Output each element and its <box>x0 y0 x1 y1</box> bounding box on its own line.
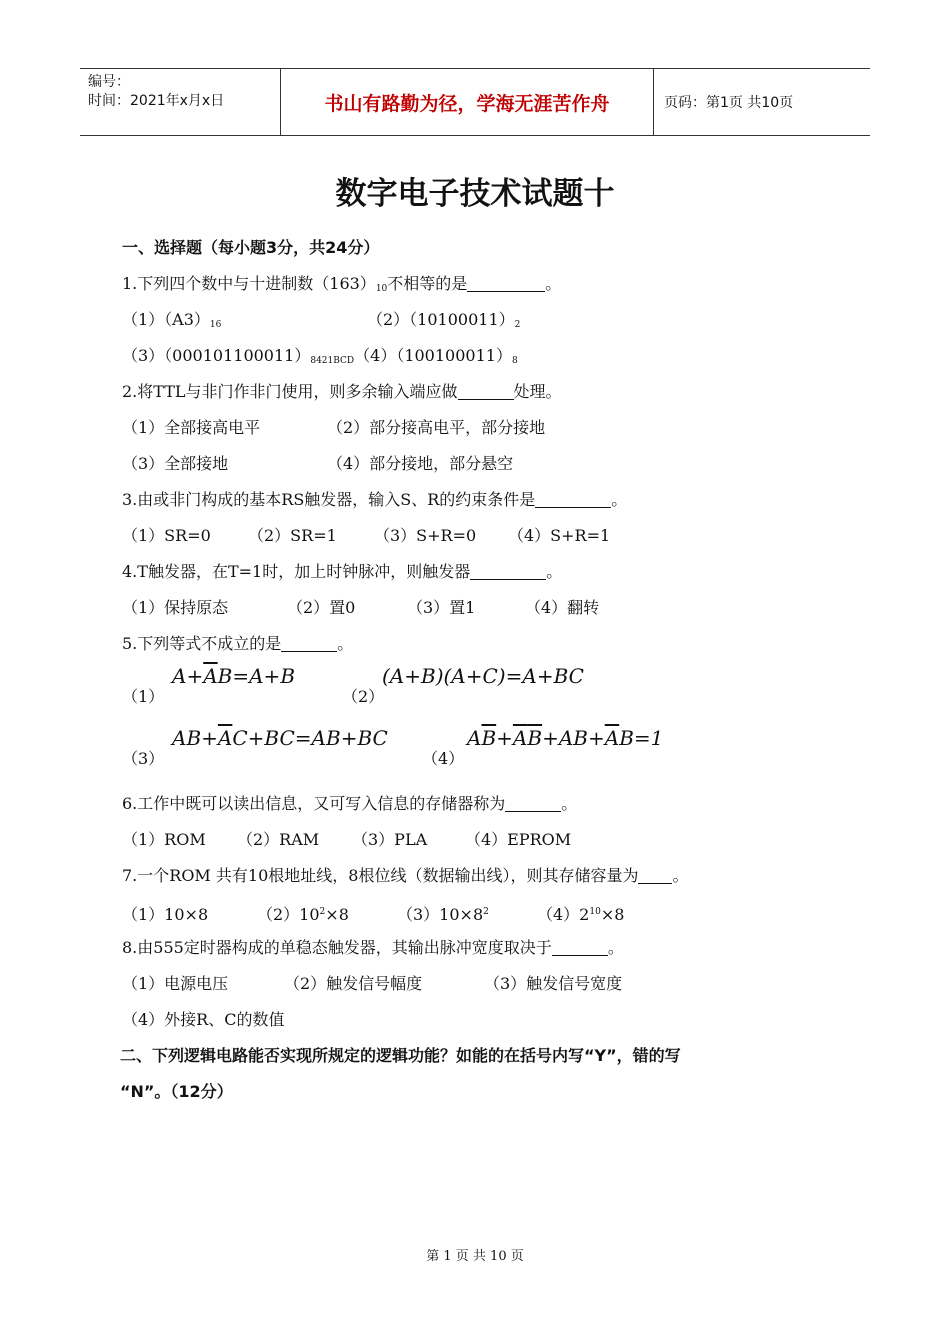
q3-option-1: （1）SR=0 <box>122 526 211 545</box>
f1-part: B=A+B <box>217 664 296 688</box>
f4-part: A <box>467 726 482 750</box>
q1-o4-sub: 8 <box>511 356 518 366</box>
q3-option-2: （2）SR=1 <box>248 526 337 545</box>
answer-blank <box>552 937 608 956</box>
f3-part: C+BC=AB+BC <box>232 726 388 750</box>
code-label: 编号： <box>88 74 130 90</box>
q1-option-2 <box>367 302 520 343</box>
q3-option-3: （3）S+R=0 <box>374 526 477 545</box>
q1-stem: 1.下列四个数中与十进制数（163） <box>122 274 376 293</box>
q7-o2-text: （2）10 <box>257 905 320 924</box>
q1-o2-sub: 2 <box>514 320 521 330</box>
answer-blank <box>470 561 546 580</box>
q4-option-2: （2）置0 <box>287 598 356 617</box>
question-7 <box>122 858 842 894</box>
q2-option-1: （1）全部接高电平 <box>122 418 261 437</box>
q6-option-4: （4）EPROM <box>465 830 572 849</box>
q8-end: 。 <box>607 938 624 957</box>
question-6 <box>122 786 842 822</box>
answer-blank <box>535 489 611 508</box>
answer-blank <box>281 633 337 652</box>
q5-formula-1 <box>172 664 295 688</box>
question-1 <box>122 266 842 302</box>
page-header <box>80 68 870 136</box>
q4-option-1: （1）保持原态 <box>122 598 229 617</box>
q8-option-4: （4）外接R、C的数值 <box>122 1010 285 1029</box>
q5-formula-2: (A+B)(A+C)=A+BC <box>382 664 584 688</box>
document-title: 数字电子技术试题十 <box>335 176 615 212</box>
f4-overline-b: $\overline{B}$ <box>481 726 497 750</box>
q1-o2-text: （2）（10100011） <box>367 310 515 329</box>
f3-overline-a: $\overline{A}$ <box>217 726 233 750</box>
q3-options <box>122 518 842 554</box>
q7-option-3 <box>397 894 537 933</box>
q1-o1-text: （1）（A3） <box>122 310 210 329</box>
q5-formula-4 <box>467 726 663 750</box>
q5-label-2: （2） <box>342 687 385 706</box>
q8-option-2: （2）触发信号幅度 <box>284 974 423 993</box>
q7-o3-sup: 2 <box>483 907 489 917</box>
f4-part: B=1 <box>619 726 664 750</box>
q7-options <box>122 894 842 930</box>
q6-option-3: （3）PLA <box>352 830 428 849</box>
section2-heading-line2: “N”。（12分） <box>120 1082 233 1101</box>
q1-stem-b: 不相等的是 <box>387 274 468 293</box>
q1-o3-sub: 8421BCD <box>310 356 355 366</box>
q2-option-2: （2）部分接高电平，部分接地 <box>327 418 546 437</box>
q6-stem: 6.工作中既可以读出信息，又可写入信息的存储器称为 <box>122 794 506 813</box>
q1-option-4 <box>354 338 518 379</box>
q6-end: 。 <box>561 794 578 813</box>
q7-o3-text: （3）10×8 <box>397 905 484 924</box>
section1-heading: 一、选择题（每小题3分，共24分） <box>122 238 380 257</box>
f1-overline-a: $\overline{A}$ <box>203 664 218 688</box>
q2-stem-b: 处理。 <box>513 382 562 401</box>
q4-stem: 4.T触发器，在T=1时，加上时钟脉冲，则触发器 <box>122 562 471 581</box>
q5-formula-row2 <box>122 724 842 786</box>
f3-part: AB+ <box>172 726 218 750</box>
q1-stem-sub: 10 <box>375 284 388 294</box>
q6-option-1: （1）ROM <box>122 830 206 849</box>
q8-option-1: （1）电源电压 <box>122 974 229 993</box>
q7-end: 。 <box>672 866 689 885</box>
question-3 <box>122 482 842 518</box>
q5-formula-row1 <box>122 662 842 724</box>
header-meta <box>80 69 280 135</box>
question-5 <box>122 626 842 662</box>
q7-o2-sup: 2 <box>319 907 326 917</box>
question-2 <box>122 374 842 410</box>
q5-label-4: （4） <box>422 749 465 768</box>
q4-option-3: （3）置1 <box>407 598 476 617</box>
q8-options-row2 <box>122 1002 842 1038</box>
q5-stem: 5.下列等式不成立的是 <box>122 634 282 653</box>
q2-stem: 2.将TTL与非门作非门使用，则多余输入端应做 <box>122 382 458 401</box>
q7-o4-text: （4）2 <box>537 905 590 924</box>
q6-options <box>122 822 842 858</box>
time-label: 时间：2021年x月x日 <box>88 93 225 109</box>
document-body <box>122 230 842 1110</box>
q8-options-row1 <box>122 966 842 1002</box>
question-8 <box>122 930 842 966</box>
answer-blank <box>638 865 672 884</box>
q4-option-4: （4）翻转 <box>525 598 600 617</box>
q7-stem: 7.一个ROM 共有10根地址线，8根位线（数据输出线），则其存储容量为 <box>122 866 639 885</box>
q7-option-4 <box>537 894 624 933</box>
q2-options-row1 <box>122 410 842 446</box>
q2-option-3: （3）全部接地 <box>122 454 229 473</box>
q7-o4-text-b: ×8 <box>600 905 625 924</box>
q5-label-3: （3） <box>122 749 165 768</box>
q8-stem: 8.由555定时器构成的单稳态触发器，其输出脉冲宽度取决于 <box>122 938 552 957</box>
q1-options-row1 <box>122 302 842 338</box>
q1-options-row2 <box>122 338 842 374</box>
f4-overline-b2: $\overline{B}$ <box>527 726 543 750</box>
header-motto: 书山有路勤为径，学海无涯苦作舟 <box>280 69 654 135</box>
answer-blank <box>467 273 545 292</box>
f1-part: A+ <box>172 664 204 688</box>
q2-options-row2 <box>122 446 842 482</box>
f4-overline-a2: $\overline{A}$ <box>604 726 620 750</box>
f4-part: +AB+ <box>542 726 605 750</box>
q5-label-1: （1） <box>122 687 165 706</box>
q1-o3-text: （3）（000101100011） <box>122 346 311 365</box>
q1-o1-sub: 16 <box>209 320 222 330</box>
q1-end: 。 <box>545 274 562 293</box>
q1-option-1 <box>122 302 367 343</box>
q3-end: 。 <box>611 490 628 509</box>
f4-part: + <box>496 726 513 750</box>
section2-heading-line1: 二、下列逻辑电路能否实现所规定的逻辑功能？如能的在括号内写“Y”，错的写 <box>120 1046 681 1065</box>
answer-blank <box>505 793 561 812</box>
q4-options <box>122 590 842 626</box>
page-footer: 第 1 页 共 10 页 <box>426 1249 524 1264</box>
q1-o4-text: （4）（100100011） <box>354 346 512 365</box>
question-4 <box>122 554 842 590</box>
q7-o4-sup: 10 <box>589 907 601 917</box>
q4-end: 。 <box>546 562 563 581</box>
answer-blank <box>458 381 514 400</box>
q7-option-1: （1）10×8 <box>122 905 209 924</box>
q5-formula-3 <box>172 726 388 750</box>
q7-o2-text-b: ×8 <box>325 905 349 924</box>
q8-option-3: （3）触发信号宽度 <box>484 974 623 993</box>
q7-option-2 <box>257 894 397 933</box>
f4-overline-a: $\overline{A}$ <box>512 726 528 750</box>
q6-option-2: （2）RAM <box>237 830 320 849</box>
q3-stem: 3.由或非门构成的基本RS触发器，输入S、R的约束条件是 <box>122 490 536 509</box>
q1-option-3 <box>122 338 354 379</box>
q2-option-4: （4）部分接地，部分悬空 <box>327 454 514 473</box>
q5-end: 。 <box>337 634 354 653</box>
q3-option-4: （4）S+R=1 <box>508 526 611 545</box>
header-page-info: 页码：第1页 共10页 <box>664 95 794 111</box>
